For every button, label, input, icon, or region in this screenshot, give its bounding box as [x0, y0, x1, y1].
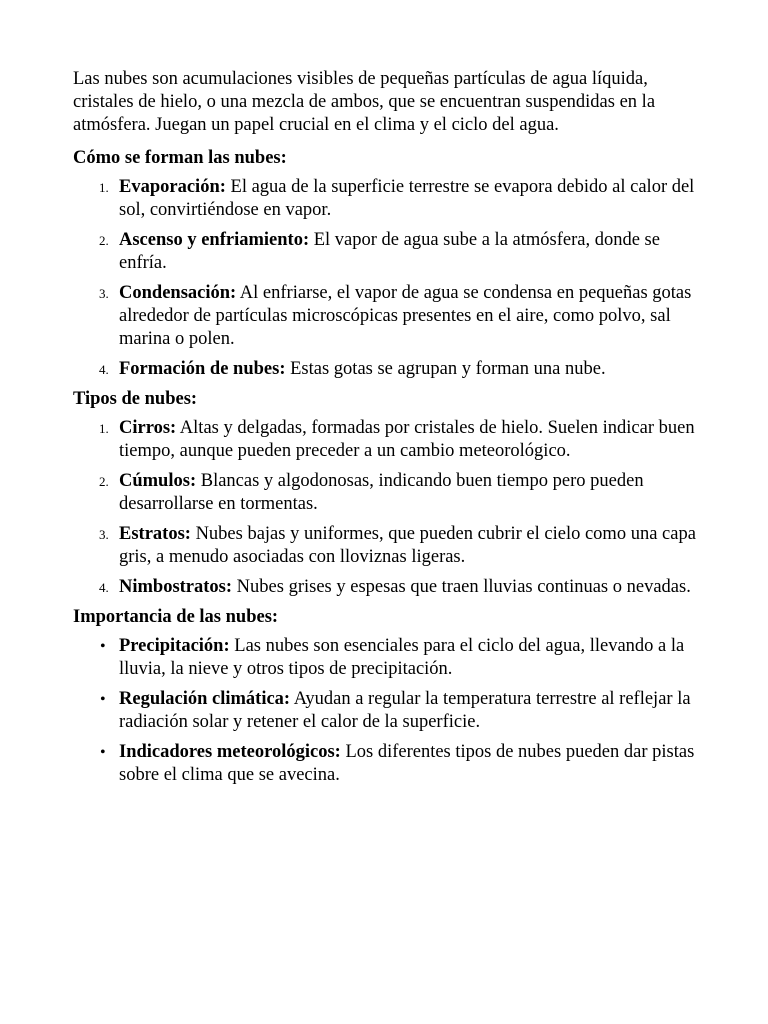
list-importancia — [73, 635, 698, 787]
list-marker: 1. — [99, 421, 109, 436]
list-marker: 4. — [99, 362, 109, 377]
list-item — [73, 358, 698, 381]
list-item — [73, 417, 698, 463]
item-term: Cúmulos: — [119, 471, 197, 491]
heading-tipos: Tipos de nubes: — [73, 389, 198, 409]
heading-importancia: Importancia de las nubes: — [73, 607, 279, 627]
list-marker: 2. — [99, 474, 109, 489]
item-term: Estratos: — [119, 524, 191, 544]
list-item — [73, 576, 698, 599]
item-term: Ascenso y enfriamiento: — [119, 230, 310, 250]
item-text: Ayudan a regular la temperatura terrestre al reflejar la radiación solar y retener el calor de la superficie. — [119, 689, 691, 732]
intro-paragraph: Las nubes son acumulaciones visibles de pequeñas partículas de agua líquida, cristales de hielo, o una mezcla de ambos, que se encuentran suspendidas en la atmósfera. Juegan un papel crucial en el clima y el ciclo del agua. — [73, 69, 656, 135]
item-term: Regulación climática: — [119, 689, 291, 709]
item-text: Nubes bajas y uniformes, que pueden cubrir el cielo como una capa gris, a menudo asociadas con lloviznas ligeras. — [119, 524, 696, 567]
bullet-marker: • — [100, 691, 106, 708]
bullet-marker: • — [100, 744, 106, 761]
list-item — [73, 741, 698, 787]
item-text: Estas gotas se agrupan y forman una nube. — [285, 359, 606, 379]
item-text: Altas y delgadas, formadas por cristales de hielo. Suelen indicar buen tiempo, aunque pueden preceder a un cambio meteorológico. — [119, 418, 695, 461]
list-item — [73, 523, 698, 569]
item-text: El vapor de agua sube a la atmósfera, donde se enfría. — [119, 230, 660, 273]
list-formacion — [73, 176, 698, 381]
list-item — [73, 470, 698, 516]
item-term: Evaporación: — [119, 177, 226, 197]
list-marker: 3. — [99, 286, 109, 301]
item-term: Precipitación: — [119, 636, 230, 656]
item-text: Blancas y algodonosas, indicando buen tiempo pero pueden desarrollarse en tormentas. — [119, 471, 644, 514]
list-item — [73, 635, 698, 681]
list-item — [73, 229, 698, 275]
bullet-marker: • — [100, 638, 106, 655]
item-term: Nimbostratos: — [119, 577, 233, 597]
list-item — [73, 282, 698, 351]
item-term: Cirros: — [119, 418, 177, 438]
item-term: Formación de nubes: — [119, 359, 286, 379]
item-text: El agua de la superficie terrestre se evapora debido al calor del sol, convirtiéndose en vapor. — [119, 177, 695, 220]
list-marker: 2. — [99, 233, 109, 248]
list-item — [73, 176, 698, 222]
item-text: Nubes grises y espesas que traen lluvias continuas o nevadas. — [232, 577, 691, 597]
item-text: Los diferentes tipos de nubes pueden dar pistas sobre el clima que se avecina. — [119, 742, 695, 785]
list-item — [73, 688, 698, 734]
document-body — [73, 68, 698, 794]
item-text: Al enfriarse, el vapor de agua se condensa en pequeñas gotas alrededor de partículas microscópicas presentes en el aire, como polvo, sal marina o polen. — [119, 283, 692, 349]
item-term: Indicadores meteorológicos: — [119, 742, 341, 762]
list-marker: 1. — [99, 180, 109, 195]
list-marker: 4. — [99, 580, 109, 595]
heading-formacion: Cómo se forman las nubes: — [73, 148, 287, 168]
item-text: Las nubes son esenciales para el ciclo del agua, llevando a la lluvia, la nieve y otros tipos de precipitación. — [119, 636, 685, 679]
item-term: Condensación: — [119, 283, 237, 303]
list-tipos — [73, 417, 698, 599]
list-marker: 3. — [99, 527, 109, 542]
